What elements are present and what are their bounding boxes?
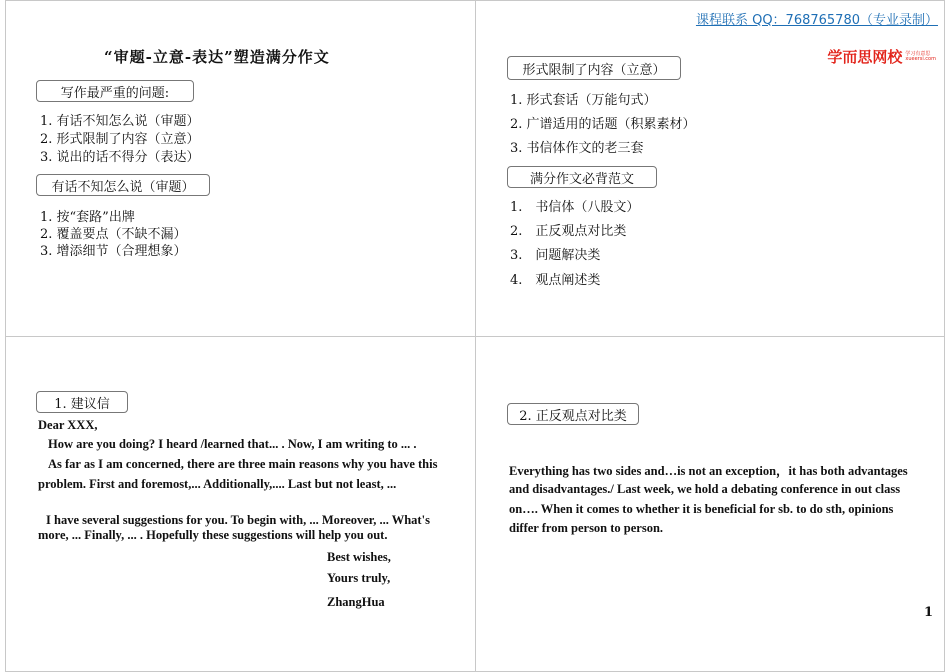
- letter-closing-2: Yours truly,: [327, 571, 391, 585]
- letter-line-1: Dear XXX,: [38, 418, 98, 432]
- tip-item-3: 3. 增添细节（合理想象）: [40, 244, 187, 259]
- slide-3: [5, 336, 476, 672]
- letter-closing-1: Best wishes,: [327, 550, 391, 564]
- letter-line-2: How are you doing? I heard /learned that... . Now, I am writing to ... .: [48, 437, 417, 451]
- contrast-line-3: on…. When it comes to whether it is beneficial for sb. to do sth, opinions: [509, 502, 894, 516]
- slide4-box-contrast: 2. 正反观点对比类: [507, 403, 639, 425]
- problem-item-1: 1. 有话不知怎么说（审题）: [40, 114, 200, 129]
- form-item-2: 2. 广谱适用的话题（积累素材）: [510, 117, 696, 132]
- contact-link[interactable]: 课程联系 QQ：768765780（专业录制）: [695, 13, 938, 28]
- slide2-box-essays: 满分作文必背范文: [507, 166, 657, 188]
- logo-main-text: 学而思网校: [827, 48, 903, 66]
- page-number: 1: [923, 605, 933, 620]
- problem-item-3: 3. 说出的话不得分（表达）: [40, 150, 200, 165]
- essay-item-1: 1. 书信体（八股文）: [510, 200, 640, 215]
- form-item-3: 3. 书信体作文的老三套: [510, 141, 644, 156]
- slide1-title: “审题-立意-表达”塑造满分作文: [104, 48, 330, 66]
- tip-item-2: 2. 覆盖要点（不缺不漏）: [40, 227, 187, 242]
- slide1-box-shenti: 有话不知怎么说（审题）: [36, 174, 210, 196]
- slide1-box-problems: 写作最严重的问题:: [36, 80, 194, 102]
- slide3-box-letter: 1. 建议信: [36, 391, 128, 413]
- letter-line-6: more, ... Finally, ... . Hopefully these suggestions will help you out.: [38, 528, 388, 542]
- letter-line-5: I have several suggestions for you. To begin with, ... Moreover, ... What's: [46, 513, 430, 527]
- letter-line-3: As far as I am concerned, there are three main reasons why you have this: [48, 457, 438, 471]
- tip-item-1: 1. 按“套路”出牌: [40, 210, 135, 225]
- slide2-box-liyi: 形式限制了内容（立意）: [507, 56, 681, 80]
- contrast-line-4: differ from person to person.: [509, 521, 664, 535]
- form-item-1: 1. 形式套话（万能句式）: [510, 93, 657, 108]
- letter-line-4: problem. First and foremost,... Additionally,.... Last but not least, ...: [38, 477, 397, 491]
- logo-side: [905, 52, 936, 62]
- letter-signature: ZhangHua: [327, 595, 385, 609]
- logo-sub-text-2: xueersi.com: [905, 55, 936, 62]
- essay-item-3: 3. 问题解决类: [510, 248, 601, 263]
- logo-sub-text-1: 学习有意思: [905, 50, 931, 57]
- essay-item-4: 4. 观点阐述类: [510, 273, 601, 288]
- contrast-line-2: and disadvantages./ Last week, we hold a debating conference in out class: [509, 482, 901, 496]
- problem-item-2: 2. 形式限制了内容（立意）: [40, 132, 200, 147]
- essay-item-2: 2. 正反观点对比类: [510, 224, 627, 239]
- xueersi-logo: [827, 46, 936, 67]
- contrast-line-1: Everything has two sides and…is not an exception，it has both advantages: [509, 464, 908, 478]
